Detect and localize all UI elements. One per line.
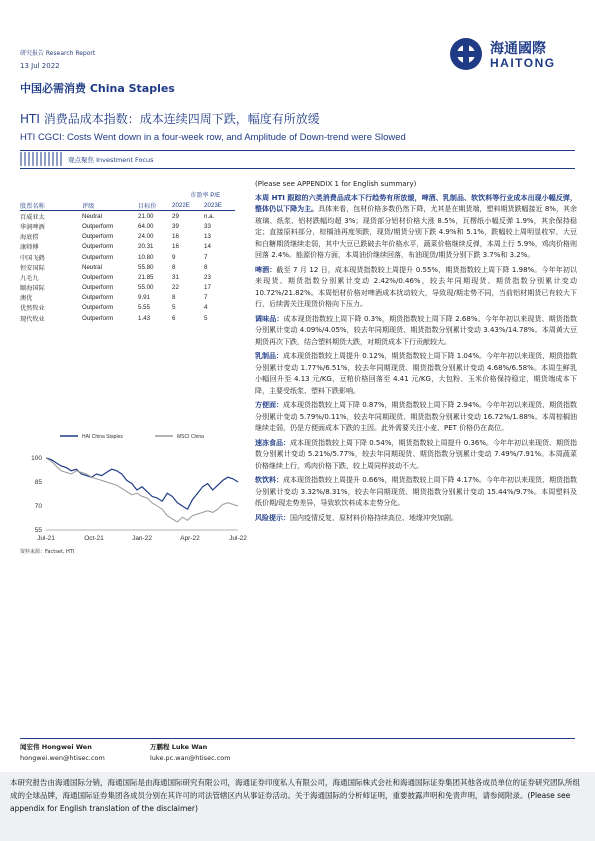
haitong-logo-icon xyxy=(448,36,484,72)
table-row xyxy=(20,303,235,313)
section-text: 成本现货指数较上周提升 0.12%，期货指数较上周下降 1.04%。今年年初以来现货、期货指数分别累计变动 1.77%/6.51%，较去年同期现货、期货指数分别累计变动 4.68%/6.58%。本周生鲜乳小幅回升至 4.13 元/KG，豆粕价格回落至 4.41 元/KG，大包粉、玉米价格保持稳定，期货端成本下降，主要受纸浆、塑料下跌影响。 xyxy=(255,352,577,395)
target-price: 64.00 xyxy=(138,222,154,230)
analyst-1-email: hongwei.wen@htisec.com xyxy=(20,754,105,762)
pe-2022e: 16 xyxy=(172,233,179,241)
rating: Outperform xyxy=(82,253,114,261)
analyst-1-name: 闻宏伟 Hongwei Wen xyxy=(20,743,92,751)
rating: Outperform xyxy=(82,222,114,230)
section-paragraph xyxy=(255,314,577,349)
analyst-2-email: luke.pc.wan@htisec.com xyxy=(150,754,231,762)
section-text: 成本现货指数较上周提升 0.66%，期货指数较上周下降 4.17%。今年年初以来现货、期货指数分别累计变动 3.32%/8.31%，较去年同期现货、期货指数分别累计变动 15.44%/9.7%。本周塑料及纸价期/现走势差异，导致软饮料成本走势分化。 xyxy=(255,476,577,507)
target-price: 24.00 xyxy=(138,233,154,241)
pe-unit-label: 市盈率 P/E xyxy=(190,192,221,199)
table-row xyxy=(20,313,235,323)
disclaimer: 本研究报告由海通国际分销，海通国际是由海通国际研究有限公司，海通证券印度私人有限公司，海通国际株式会社和海通国际证券集团其他各成员单位的证券研究团队所组成的全球品牌，海通国际证券集团各成员分别在其许可的司法管辖区内从事证券活动。关于海通国际的分析师证明，重要披露声明和免责声明，请参阅附录。(Please see appendix for English translation of the disclaimer) xyxy=(0,772,595,841)
stock-name: 中国飞鹤 xyxy=(20,254,45,262)
sector-title: 中国必需消费 China Staples xyxy=(20,82,175,95)
y-tick-label: 85 xyxy=(34,479,42,486)
target-price: 10.80 xyxy=(138,253,154,261)
pe-2022e: 16 xyxy=(172,243,179,251)
pe-col-2022e: 2022E xyxy=(172,201,190,209)
pe-2023e: 13 xyxy=(204,233,211,241)
table-row xyxy=(20,272,235,282)
analyst-rule xyxy=(20,738,575,739)
target-price: 55.80 xyxy=(138,263,154,271)
pe-2023e: 7 xyxy=(204,294,208,302)
section-text: 成本现货指数较上周下降 0.54%，期货指数较上周提升 0.36%。今年年初以来现货、期货指数分别累计变动 5.21%/5.77%，较去年同期现货、期货指数分别累计变动 7.49%/7.91%。本周蔬菜价格继续上行，鸡肉价格下跌，较上周同样波动不大。 xyxy=(255,438,577,470)
target-price: 21.85 xyxy=(138,273,154,281)
table-row xyxy=(20,221,235,231)
stock-name: 颐海国际 xyxy=(20,285,45,293)
rating: Neutral xyxy=(82,212,102,220)
section-label: 方便面： xyxy=(255,401,284,409)
analyst-1 xyxy=(20,742,105,764)
table-row xyxy=(20,232,235,242)
pe-2023e: 4 xyxy=(204,304,208,312)
intro-paragraph xyxy=(255,193,577,262)
section-paragraph xyxy=(255,265,577,311)
section-paragraph xyxy=(255,475,577,510)
rating: Outperform xyxy=(82,294,114,302)
pe-col-rating: 评级 xyxy=(82,202,95,210)
x-tick-label: Apr-22 xyxy=(180,535,200,542)
target-price: 9.91 xyxy=(138,294,151,302)
section-paragraph xyxy=(255,513,577,525)
section-text: 成本现货指数较上周下降 0.87%，期货指数较上周下降 2.94%。今年年初以来现货、期货指数分别累计变动 5.79%/0.11%，较去年同期现货、期货指数分别累计变动 16.72%/1.88%。本周棕榈油继续走弱，仍是方便面成本下跌的主因。此外需要关注小麦、PET 价格仍在高位。 xyxy=(255,401,577,432)
x-tick-label: Jul-22 xyxy=(229,535,247,542)
series-line-msci-china xyxy=(46,458,238,522)
rating: Outperform xyxy=(82,314,114,322)
target-price: 20.31 xyxy=(138,243,154,251)
pe-2023e: n.a. xyxy=(204,212,215,220)
pe-2023e: 14 xyxy=(204,243,211,251)
stock-name: 华润啤酒 xyxy=(20,223,45,231)
logo-text-en: HAITONG xyxy=(490,56,556,70)
pe-2022e: 39 xyxy=(172,222,179,230)
series-line-hai-china-staples xyxy=(46,458,238,509)
price-chart xyxy=(20,432,245,547)
pe-2022e: 29 xyxy=(172,212,179,220)
section-label: 软饮料： xyxy=(255,476,284,484)
x-tick-label: Jul-21 xyxy=(37,535,55,542)
haitong-logo xyxy=(448,36,580,72)
section-label: 速冻食品： xyxy=(255,438,291,447)
table-row xyxy=(20,283,235,293)
target-price: 1.43 xyxy=(138,314,151,322)
pe-col-name: 股票名称 xyxy=(20,202,45,210)
section-paragraph xyxy=(255,351,577,397)
x-tick-label: Jan-22 xyxy=(132,535,152,542)
report-title-cn: HTI 消费品成本指数：成本连续四周下跌，幅度有所放缓 xyxy=(20,112,320,126)
y-tick-label: 70 xyxy=(34,503,42,510)
intro-body: 具体来看，包材价格多数仍然下降，尤其是在期货端，塑料期货跌幅接近 8%，其余玻璃、纸浆、铝材跌幅均超 3%；现货部分铝材价格大涨 8.5%，瓦楞纸小幅反弹 1.9%，其余保持稳定；直接原料部分，棕榈油再度领跌，现货/期货分别下跌 4.9%和 5.1%，跌幅较上周明显收窄，大豆和白糖期货继续走弱，其中大豆已跌破去年价格水平，蔬菜价格继续反弹，本周上行 5.9%，鸡肉价格则回落 2.4%。能源价格方面，本周油价继续回落，布油现货/期货分别下跌 3.7%和 3.2%。 xyxy=(255,205,577,259)
pe-2023e: 8 xyxy=(204,263,208,271)
legend-label: HAI China Staples xyxy=(82,434,123,440)
appendix-note: (Please see APPENDIX 1 for English summary) xyxy=(255,180,417,188)
price-chart-svg xyxy=(20,432,245,547)
pe-2022e: 9 xyxy=(172,253,176,261)
rating: Outperform xyxy=(82,284,114,292)
pe-2022e: 22 xyxy=(172,284,179,292)
pe-2022e: 5 xyxy=(172,304,176,312)
rating: Outperform xyxy=(82,273,114,281)
pe-2022e: 8 xyxy=(172,294,176,302)
section-text: 国内疫情反复、原材料价格持续高位、地缘冲突加剧。 xyxy=(290,513,458,522)
pe-2023e: 23 xyxy=(204,273,211,281)
stock-name: 康师傅 xyxy=(20,244,39,252)
legend-label: MSCI China xyxy=(177,434,204,440)
pe-2022e: 6 xyxy=(172,314,176,322)
target-price: 5.55 xyxy=(138,304,151,312)
pe-2022e: 8 xyxy=(172,263,176,271)
section-paragraph xyxy=(255,400,577,435)
table-row xyxy=(20,262,235,272)
section-label: 啤酒： xyxy=(255,265,277,274)
pe-2023e: 17 xyxy=(204,284,211,292)
pe-2022e: 31 xyxy=(172,273,179,281)
section-label: 风险提示： xyxy=(255,513,290,522)
stock-name: 澳优 xyxy=(20,295,33,303)
intro-lead: 本周 HTI 跟踪的六类消费品成本下行趋势有所放缓，啤酒、乳制品、软饮料等行业成本出现小幅反弹，整体仍以下降为主。 xyxy=(255,193,577,213)
section-text: 成本现货指数较上周下降 0.3%，期货指数较上周下降 2.68%。今年年初以来现货、期货指数分别累计变动 4.09%/4.05%，较去年同期现货、期货指数分别累计变动 3.43%/14.78%。本周黄大豆期货再次下跌，结合塑料期货大跌，对期货成本下行贡献较大。 xyxy=(255,314,577,346)
table-row xyxy=(20,242,235,252)
pe-col-target: 目标价 xyxy=(138,202,157,210)
pe-table-header xyxy=(20,200,235,211)
stock-name: 现代牧业 xyxy=(20,315,45,323)
analyst-2-name: 万鹏程 Luke Wan xyxy=(150,743,208,751)
report-type: 研究报告 Research Report xyxy=(20,50,96,57)
y-tick-label: 100 xyxy=(31,455,42,462)
header-rule-top xyxy=(20,150,575,151)
pe-table xyxy=(20,200,235,323)
x-tick-label: Oct-21 xyxy=(84,535,104,542)
pe-2023e: 33 xyxy=(204,222,211,230)
rating: Outperform xyxy=(82,243,114,251)
chart-source: 资料来源：Factset, HTI xyxy=(20,549,75,555)
target-price: 21.00 xyxy=(138,212,154,220)
table-row xyxy=(20,293,235,303)
stock-name: 海底捞 xyxy=(20,234,39,242)
report-title-en: HTI CGCI: Costs Went down in a four-week row, and Amplitude of Down-trend were Slowed xyxy=(20,132,406,143)
focus-label: 观点聚焦 Investment Focus xyxy=(68,156,154,164)
table-row xyxy=(20,252,235,262)
pe-2023e: 5 xyxy=(204,314,208,322)
rating: Neutral xyxy=(82,263,102,271)
target-price: 55.00 xyxy=(138,284,154,292)
logo-text-cn: 海通國際 xyxy=(490,41,546,57)
rating: Outperform xyxy=(82,233,114,241)
analyst-2 xyxy=(150,742,231,764)
rating: Outperform xyxy=(82,304,114,312)
stock-name: 百威亚太 xyxy=(20,213,45,221)
report-date: 13 Jul 2022 xyxy=(20,62,60,70)
stock-name: 优然牧业 xyxy=(20,305,45,313)
section-paragraph xyxy=(255,438,577,473)
focus-marker xyxy=(20,152,62,166)
table-row xyxy=(20,211,235,222)
pe-2023e: 7 xyxy=(204,253,208,261)
section-text: 截至 7 月 12 日，成本现货指数较上周提升 0.55%，期货指数较上周下降 1.98%。今年年初以来现货、期货指数分别累计变动 2.42%/0.46%，较去年同期现货、期货指数分别累计变动 10.72%/21.82%。本周铝材价格对啤酒成本扰动较大，导致现/期走势不同，当前铝材期货已有较大下行，后续需关注现货价格向下压力。 xyxy=(255,265,578,308)
summary-column xyxy=(255,179,577,527)
section-label: 乳制品： xyxy=(255,352,284,360)
y-tick-label: 55 xyxy=(34,527,42,534)
pe-col-2023e: 2023E xyxy=(204,201,222,209)
stock-name: 九毛九 xyxy=(20,274,39,282)
section-label: 调味品： xyxy=(255,314,284,323)
header-rule-bottom xyxy=(20,168,575,169)
stock-name: 恒安国际 xyxy=(20,264,45,272)
